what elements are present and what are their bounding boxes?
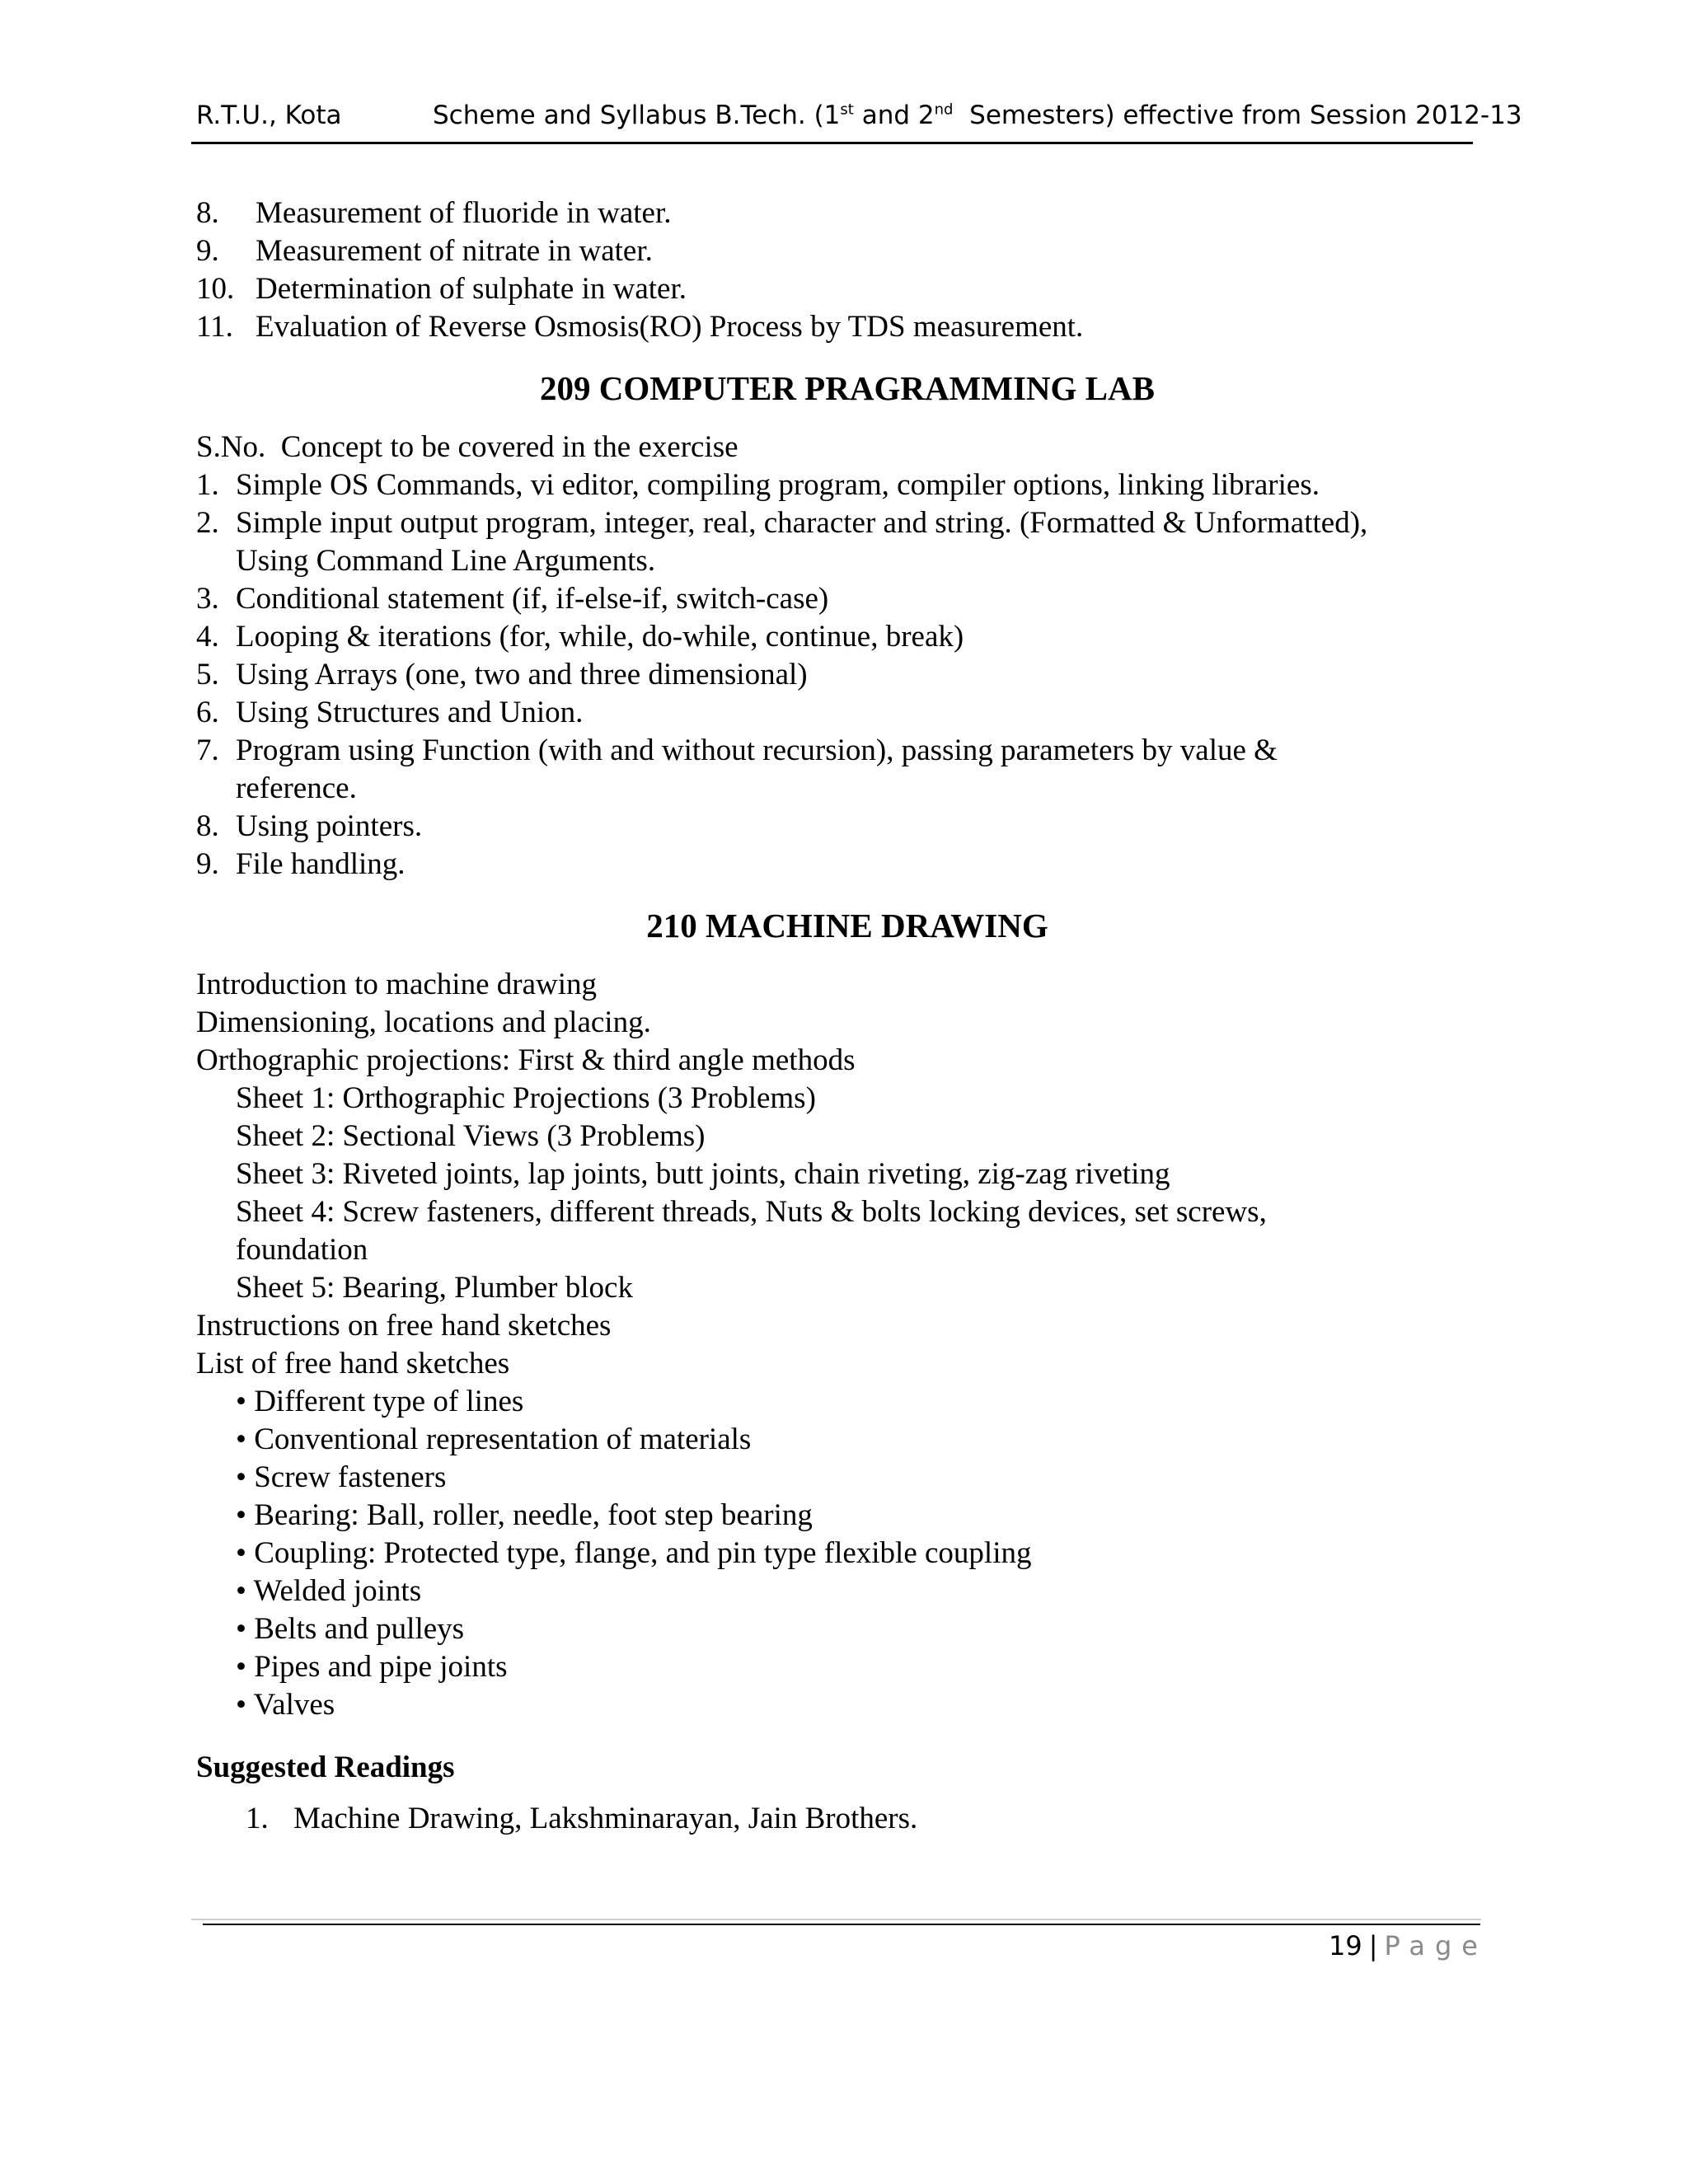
item-text: Determination of sulphate in water.	[256, 272, 687, 306]
list-item	[196, 270, 1482, 308]
bullet-item: • Different type of lines	[236, 1385, 524, 1418]
list-item	[196, 846, 1482, 883]
list-item	[196, 580, 1482, 618]
bullet-item: • Bearing: Ball, roller, needle, foot step bearing	[236, 1498, 813, 1532]
list-item-continuation: Using Command Line Arguments.	[236, 544, 656, 578]
item-text: Using Arrays (one, two and three dimensional)	[236, 658, 808, 691]
item-text: Simple OS Commands, vi editor, compiling program, compiler options, linking libraries.	[236, 468, 1320, 502]
sheet-item: Sheet 4: Screw fasteners, different threads, Nuts & bolts locking devices, set screws,	[236, 1195, 1267, 1229]
list-item-continuation: reference.	[236, 771, 357, 805]
item-text: Simple input output program, integer, real, character and string. (Formatted & Unformatted),	[236, 506, 1368, 540]
item-number: 8.	[196, 196, 219, 230]
item-text: Using Structures and Union.	[236, 696, 584, 729]
bullet-item: • Pipes and pipe joints	[236, 1650, 508, 1684]
item-text: File handling.	[236, 847, 406, 881]
bullet-item: • Screw fasteners	[236, 1460, 447, 1494]
item-text: Program using Function (with and without recursion), passing parameters by value &	[236, 733, 1278, 767]
reading-item	[196, 1800, 1482, 1838]
footer-rule-light	[191, 1919, 1481, 1920]
item-number: 10.	[196, 272, 235, 306]
md-line: Introduction to machine drawing	[196, 968, 598, 1001]
item-text: Evaluation of Reverse Osmosis(RO) Process by TDS measurement.	[256, 310, 1084, 344]
page-body	[196, 194, 1482, 1838]
bullet-item: • Coupling: Protected type, flange, and pin type flexible coupling	[236, 1536, 1032, 1570]
page-word: Page	[1384, 1930, 1488, 1961]
header-sup-st: st	[840, 101, 854, 119]
section-title-machine-drawing: 210 MACHINE DRAWING	[646, 907, 1048, 944]
suggested-readings-heading: Suggested Readings	[196, 1750, 455, 1784]
page-number-value: 19	[1329, 1930, 1362, 1961]
item-number: 3.	[196, 582, 219, 616]
item-number: 2.	[196, 506, 219, 540]
list-item	[196, 732, 1482, 770]
item-text: Looping & iterations (for, while, do-while, continue, break)	[236, 620, 964, 654]
header-right-b: and 2	[853, 101, 935, 130]
item-number: 8.	[196, 809, 219, 843]
header-left: R.T.U., Kota	[196, 101, 342, 130]
item-number: 6.	[196, 696, 219, 729]
page-number	[1329, 1930, 1488, 1961]
item-number: 9.	[196, 234, 219, 268]
lab-intro: S.No. Concept to be covered in the exercise	[196, 430, 738, 464]
item-number: 1.	[246, 1802, 269, 1835]
item-number: 4.	[196, 620, 219, 654]
lab-list	[196, 429, 1482, 883]
item-text: Measurement of nitrate in water.	[256, 234, 653, 268]
item-number: 7.	[196, 733, 219, 767]
item-number: 1.	[196, 468, 219, 502]
md-line: Instructions on free hand sketches	[196, 1309, 612, 1343]
bullet-item: • Valves	[236, 1688, 335, 1722]
bullet-item: • Conventional representation of materials	[236, 1422, 752, 1456]
sheet-item: Sheet 1: Orthographic Projections (3 Problems)	[236, 1081, 816, 1115]
list-item	[196, 504, 1482, 542]
item-text: Conditional statement (if, if-else-if, switch-case)	[236, 582, 829, 616]
page-separator: |	[1368, 1930, 1378, 1961]
header-right-c: Semesters) effective from Session 2012-13	[953, 101, 1522, 130]
list-item	[196, 194, 1482, 232]
sheet-item: Sheet 3: Riveted joints, lap joints, butt joints, chain riveting, zig-zag riveting	[236, 1157, 1170, 1191]
top-list	[196, 194, 1482, 346]
md-line: List of free hand sketches	[196, 1347, 510, 1380]
list-item	[196, 466, 1482, 504]
sheet-item-continuation: foundation	[236, 1233, 368, 1267]
item-text: Machine Drawing, Lakshminarayan, Jain Brothers.	[293, 1802, 918, 1835]
list-item	[196, 656, 1482, 694]
item-number: 5.	[196, 658, 219, 691]
footer-rule	[203, 1924, 1480, 1925]
bullet-item: • Welded joints	[236, 1574, 422, 1608]
item-text: Measurement of fluoride in water.	[256, 196, 672, 230]
section-title-lab: 209 COMPUTER PRAGRAMMING LAB	[540, 369, 1155, 407]
sheet-item: Sheet 5: Bearing, Plumber block	[236, 1271, 633, 1305]
item-number: 9.	[196, 847, 219, 881]
item-number: 11.	[196, 310, 233, 344]
header-right	[433, 101, 1522, 130]
list-item	[196, 308, 1482, 346]
header-right-a: Scheme and Syllabus B.Tech. (1	[433, 101, 841, 130]
bullet-item: • Belts and pulleys	[236, 1612, 465, 1646]
list-item	[196, 808, 1482, 846]
sheet-item: Sheet 2: Sectional Views (3 Problems)	[236, 1119, 706, 1153]
item-text: Using pointers.	[236, 809, 423, 843]
md-line: Orthographic projections: First & third angle methods	[196, 1043, 856, 1077]
list-item	[196, 694, 1482, 732]
md-line: Dimensioning, locations and placing.	[196, 1005, 651, 1039]
list-item	[196, 232, 1482, 270]
page-header	[196, 97, 1522, 147]
machine-drawing-content	[196, 966, 1482, 1838]
header-sup-nd: nd	[934, 101, 954, 119]
list-item	[196, 618, 1482, 656]
header-rule	[191, 142, 1473, 144]
